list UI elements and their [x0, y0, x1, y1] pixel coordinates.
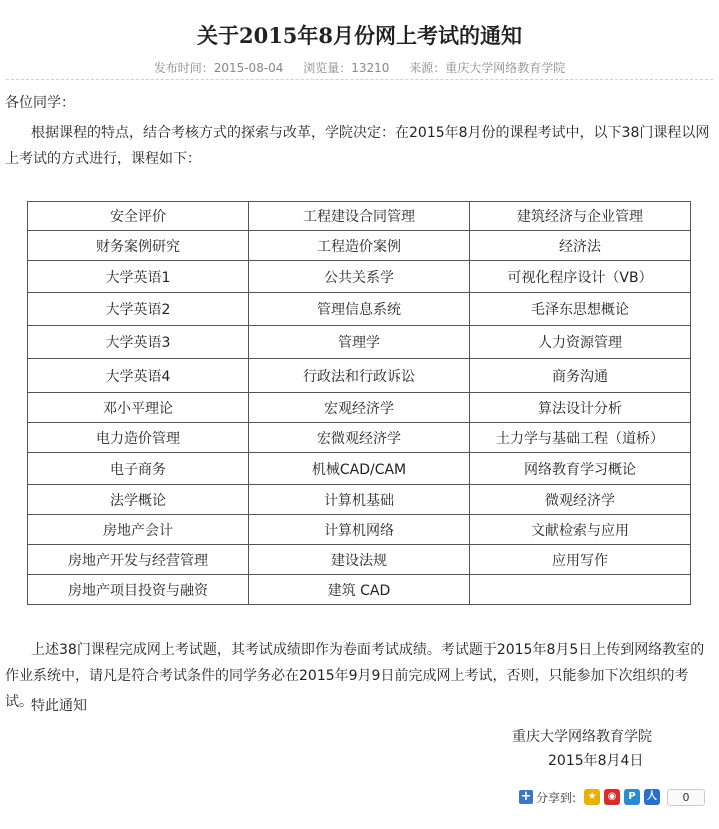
table-row	[28, 359, 691, 393]
tencent-weibo-icon[interactable]: P	[624, 789, 640, 805]
course-cell: 微观经济学	[470, 485, 691, 515]
table-row	[28, 485, 691, 515]
weibo-icon[interactable]: ◉	[604, 789, 620, 805]
course-cell: 电力造价管理	[28, 423, 249, 453]
publish-time: 发布时间：2015-08-04	[153, 61, 284, 75]
share-label[interactable]: 分享到:	[536, 790, 577, 805]
signature-date: 2015年8月4日	[548, 753, 644, 769]
course-cell: 管理信息系统	[249, 293, 470, 326]
course-cell: 电子商务	[28, 453, 249, 485]
table-row	[28, 202, 691, 231]
course-cell: 公共关系学	[249, 261, 470, 293]
course-cell: 大学英语1	[28, 261, 249, 293]
intro-paragraph: 根据课程的特点，结合考核方式的探索与改革，学院决定：在2015年8月份的课程考试中，以下38门课程以网上考试的方式进行，课程如下：	[5, 125, 710, 167]
table-row	[28, 423, 691, 453]
table-row	[28, 293, 691, 326]
course-cell: 土力学与基础工程（道桥）	[470, 423, 691, 453]
course-cell: 经济法	[470, 231, 691, 261]
course-cell: 建设法规	[249, 545, 470, 575]
course-cell: 可视化程序设计（VB）	[470, 261, 691, 293]
course-cell: 文献检索与应用	[470, 515, 691, 545]
article-source: 来源：重庆大学网络教育学院	[409, 61, 566, 75]
course-cell: 毛泽东思想概论	[470, 293, 691, 326]
course-cell: 机械CAD/CAM	[249, 453, 470, 485]
table-row	[28, 231, 691, 261]
course-cell: 房地产会计	[28, 515, 249, 545]
course-cell: 工程建设合同管理	[249, 202, 470, 231]
table-row	[28, 453, 691, 485]
course-cell	[470, 575, 691, 605]
course-cell: 管理学	[249, 326, 470, 359]
notice-line: 特此通知	[31, 698, 87, 714]
course-table	[27, 201, 691, 605]
course-cell: 应用写作	[470, 545, 691, 575]
course-cell: 建筑 CAD	[249, 575, 470, 605]
article-title: 关于2015年8月份网上考试的通知	[196, 23, 523, 48]
renren-icon[interactable]: 人	[644, 789, 660, 805]
course-cell: 计算机网络	[249, 515, 470, 545]
outro-paragraph: 上述38门课程完成网上考试题，其考试成绩即作为卷面考试成绩。考试题于2015年8月5日上传到网络教室的作业系统中，请凡是符合考试条件的同学务必在2015年9月9日前完成网上考试，否则，只能参加下次组织的考试。	[5, 642, 705, 710]
table-row	[28, 575, 691, 605]
course-cell: 宏观经济学	[249, 393, 470, 423]
greeting: 各位同学：	[5, 95, 75, 111]
course-cell: 建筑经济与企业管理	[470, 202, 691, 231]
share-plus-icon[interactable]: +	[520, 789, 532, 804]
course-cell: 房地产开发与经营管理	[28, 545, 249, 575]
share-count: 0	[667, 789, 705, 806]
signature-org: 重庆大学网络教育学院	[512, 729, 652, 745]
course-cell: 网络教育学习概论	[470, 453, 691, 485]
share-bar	[519, 787, 705, 807]
course-cell: 大学英语4	[28, 359, 249, 393]
table-row	[28, 326, 691, 359]
course-cell: 法学概论	[28, 485, 249, 515]
course-cell: 商务沟通	[470, 359, 691, 393]
table-row	[28, 261, 691, 293]
course-cell: 邓小平理论	[28, 393, 249, 423]
course-cell: 安全评价	[28, 202, 249, 231]
course-cell: 大学英语3	[28, 326, 249, 359]
course-cell: 计算机基础	[249, 485, 470, 515]
course-cell: 财务案例研究	[28, 231, 249, 261]
course-cell: 算法设计分析	[470, 393, 691, 423]
title-divider	[6, 79, 713, 80]
table-row	[28, 545, 691, 575]
article-meta	[0, 59, 719, 76]
course-cell: 大学英语2	[28, 293, 249, 326]
course-cell: 行政法和行政诉讼	[249, 359, 470, 393]
course-cell: 宏微观经济学	[249, 423, 470, 453]
qzone-icon[interactable]: ★	[584, 789, 600, 805]
course-cell: 工程造价案例	[249, 231, 470, 261]
table-row	[28, 393, 691, 423]
course-cell: 房地产项目投资与融资	[28, 575, 249, 605]
table-row	[28, 515, 691, 545]
course-cell: 人力资源管理	[470, 326, 691, 359]
view-count: 浏览量：13210	[303, 61, 390, 75]
